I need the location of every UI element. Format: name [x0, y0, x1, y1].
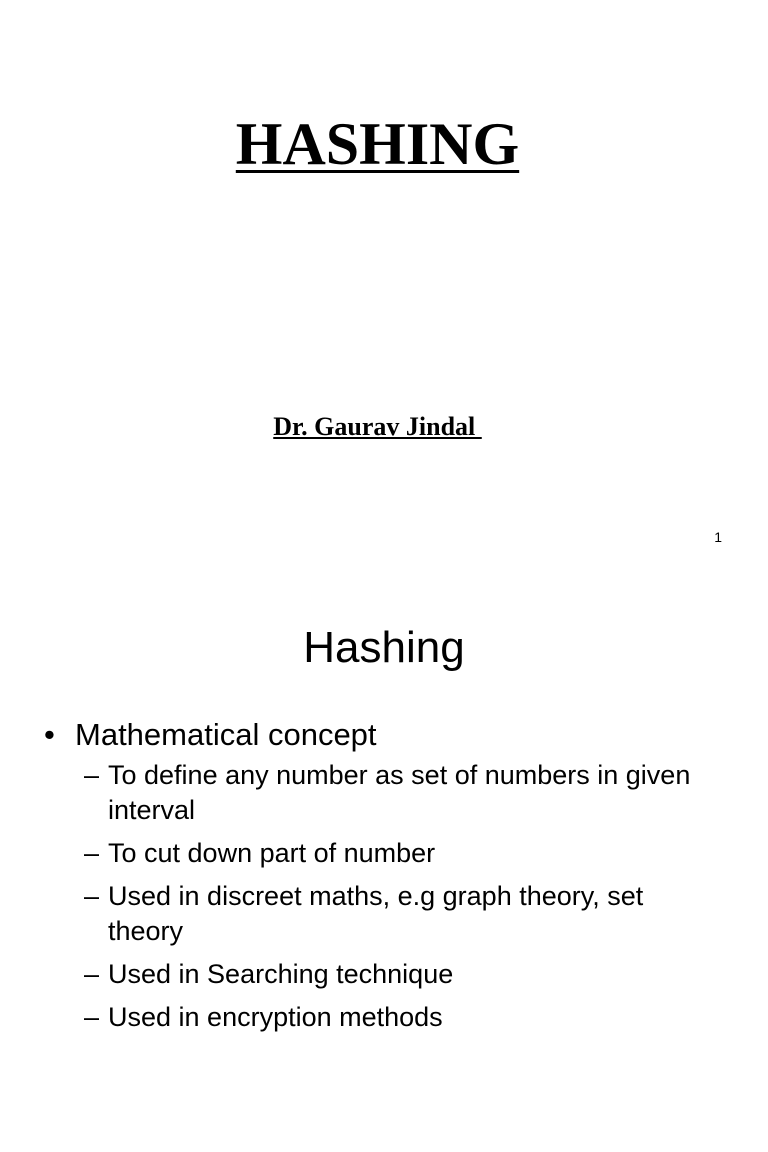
- bullet-list: [0, 714, 768, 1043]
- sub-bullet-text: To cut down part of number: [108, 838, 436, 868]
- slide-title-heading: [0, 108, 755, 180]
- sub-bullet-item: [0, 879, 768, 949]
- sub-bullet-item: [0, 957, 768, 992]
- author-text: Dr. Gaurav Jindal: [273, 412, 482, 441]
- dash-icon: –: [84, 1002, 100, 1032]
- bullet-text: Mathematical concept: [75, 717, 377, 752]
- sub-bullet-text: To define any number as set of numbers in given interval: [108, 760, 691, 825]
- title-text: HASHING: [235, 111, 520, 177]
- sub-bullet-item: [0, 1000, 768, 1035]
- author-name: [0, 410, 755, 444]
- dash-icon: –: [84, 760, 100, 790]
- dash-icon: –: [84, 881, 100, 911]
- sub-bullet-text: Used in Searching technique: [108, 959, 454, 989]
- sub-bullet-item: [0, 836, 768, 871]
- dash-icon: –: [84, 959, 100, 989]
- sub-bullet-item: [0, 758, 768, 828]
- slide-heading: Hashing: [303, 623, 465, 672]
- sub-bullet-text: Used in discreet maths, e.g graph theory, set theory: [108, 881, 644, 946]
- slide-hashing: [0, 576, 768, 1152]
- bullet-item: [0, 714, 768, 756]
- bullet-icon: •: [44, 717, 55, 752]
- sub-bullet-text: Used in encryption methods: [108, 1002, 443, 1032]
- dash-icon: –: [84, 838, 100, 868]
- page-number: 1: [714, 529, 722, 545]
